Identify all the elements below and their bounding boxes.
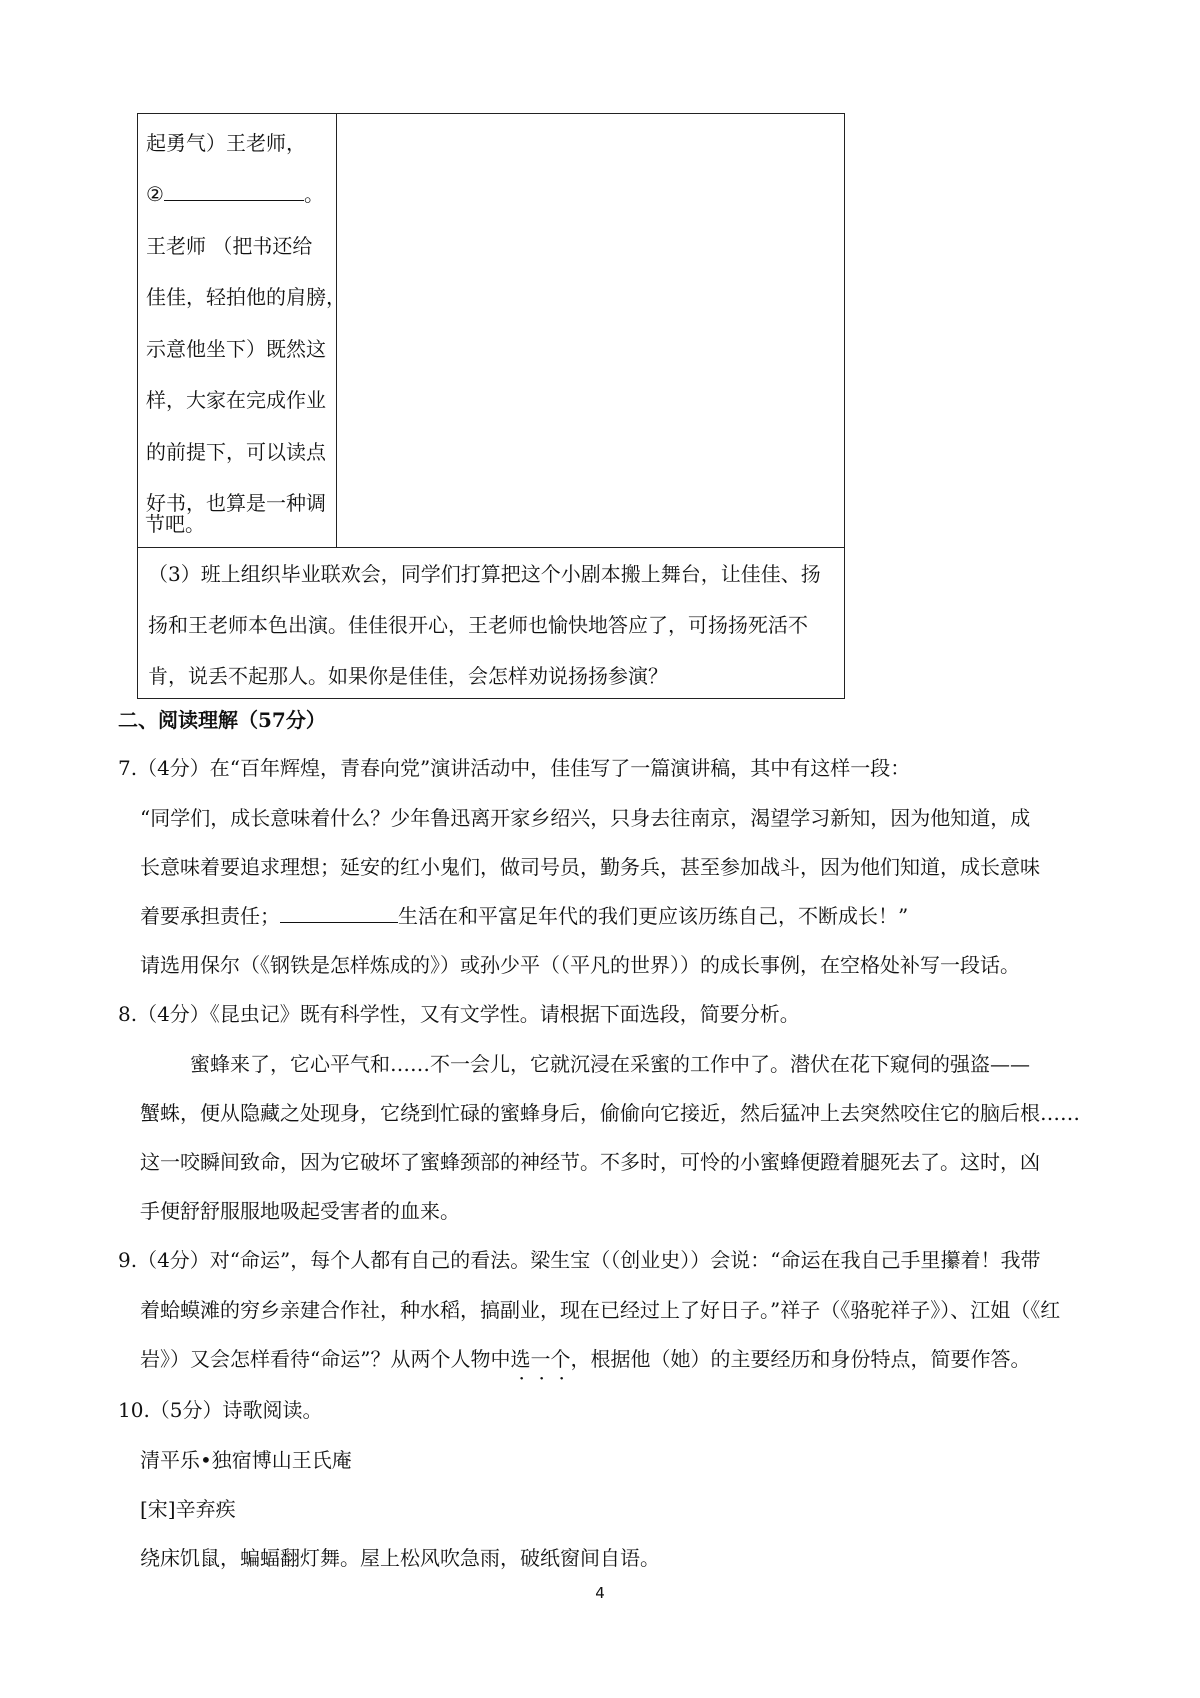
table-row-divider xyxy=(138,547,844,548)
table-cell-line: 佳佳，轻拍他的肩膀， xyxy=(146,285,346,309)
question-7-quote-line xyxy=(140,902,908,930)
dialogue-table xyxy=(137,113,845,699)
emphasized-char: 个 xyxy=(550,1347,571,1371)
emphasized-text xyxy=(510,1347,570,1371)
emphasized-char: 一 xyxy=(530,1347,551,1371)
answer-blank xyxy=(164,180,304,201)
table-cell-line: 起勇气）王老师， xyxy=(146,131,306,155)
table-cell-line: 示意他坐下）既然这 xyxy=(146,337,326,361)
emphasized-char: 选 xyxy=(510,1347,531,1371)
question-7-quote-line: 长意味着要追求理想；延安的红小鬼们，做司号员，勤务兵，甚至参加战斗，因为他们知道，成长意味 xyxy=(140,855,1040,879)
question-10-stem: 10.（5分）诗歌阅读。 xyxy=(118,1398,323,1422)
table-cell-line: 的前提下，可以读点 xyxy=(146,440,326,464)
table-row3-line: 肯，说丢不起那人。如果你是佳佳，会怎样劝说扬扬参演？ xyxy=(148,664,668,688)
question-text: ，根据他（她）的主要经历和身份特点，简要作答。 xyxy=(570,1347,1031,1371)
table-cell-line: 王老师 （把书还给 xyxy=(146,234,313,258)
table-row3-line: 扬和王老师本色出演。佳佳很开心，王老师也愉快地答应了，可扬扬死活不 xyxy=(148,613,808,637)
poem-author: [宋]辛弃疾 xyxy=(140,1497,236,1521)
table-cell-line: 节吧。 xyxy=(145,512,205,536)
quote-text: 着要承担责任； xyxy=(140,904,280,928)
poem-title: 清平乐•独宿博山王氏庵 xyxy=(140,1448,352,1472)
table-cell-line: 样，大家在完成作业 xyxy=(146,388,326,412)
circled-number-2: ② xyxy=(146,182,164,206)
period: 。 xyxy=(303,182,324,206)
page-number: 4 xyxy=(595,1584,605,1602)
question-7-stem: 7.（4分）在“百年辉煌，青春向党”演讲活动中，佳佳写了一篇演讲稿，其中有这样一段： xyxy=(118,756,911,780)
table-cell-line xyxy=(146,180,324,208)
question-9-line: 着蛤蟆滩的穷乡亲建合作社，种水稻，搞副业，现在已经过上了好日子。”祥子（《骆驼祥子》）、江姐（《红 xyxy=(140,1298,1061,1322)
question-9-line: 9.（4分）对“命运”，每个人都有自己的看法。梁生宝（（创业史））会说：“命运在我自己手里攥着！我带 xyxy=(118,1248,1041,1272)
question-8-passage-line: 手便舒舒服服地吸起受害者的血来。 xyxy=(140,1199,460,1223)
question-8-passage-line: 蜜蜂来了，它心平气和……不一会儿，它就沉浸在采蜜的工作中了。潜伏在花下窥伺的强盗—— xyxy=(190,1052,1030,1076)
question-9-line xyxy=(140,1345,1030,1373)
section-heading: 二、阅读理解（57分） xyxy=(118,708,326,732)
question-7-instruction: 请选用保尔（《钢铁是怎样炼成的》）或孙少平（（平凡的世界））的成长事例，在空格处补写一段话。 xyxy=(140,953,1020,977)
question-8-passage-line: 这一咬瞬间致命，因为它破坏了蜜蜂颈部的神经节。不多时，可怜的小蜜蜂便蹬着腿死去了。这时，凶 xyxy=(140,1150,1040,1174)
question-8-passage-line: 蟹蛛，便从隐藏之处现身，它绕到忙碌的蜜蜂身后，偷偷向它接近，然后猛冲上去突然咬住它的脑后根…… xyxy=(140,1101,1080,1125)
question-8-stem: 8.（4分）《昆虫记》既有科学性，又有文学性。请根据下面选段，简要分析。 xyxy=(118,1002,800,1026)
poem-line: 绕床饥鼠，蝙蝠翻灯舞。屋上松风吹急雨，破纸窗间自语。 xyxy=(140,1546,660,1570)
question-7-quote-line: “同学们，成长意味着什么？少年鲁迅离开家乡绍兴，只身去往南京，渴望学习新知，因为他知道，成 xyxy=(140,806,1031,830)
table-row3-line: （3）班上组织毕业联欢会，同学们打算把这个小剧本搬上舞台，让佳佳、扬 xyxy=(148,562,821,586)
question-text: 岩》）又会怎样看待“命运”？从两个人物中 xyxy=(140,1347,511,1371)
answer-blank xyxy=(280,902,398,923)
table-column-divider xyxy=(336,114,337,547)
quote-text: 生活在和平富足年代的我们更应该历练自己，不断成长！” xyxy=(398,904,909,928)
table-cell-line: 好书，也算是一种调 xyxy=(146,491,326,515)
